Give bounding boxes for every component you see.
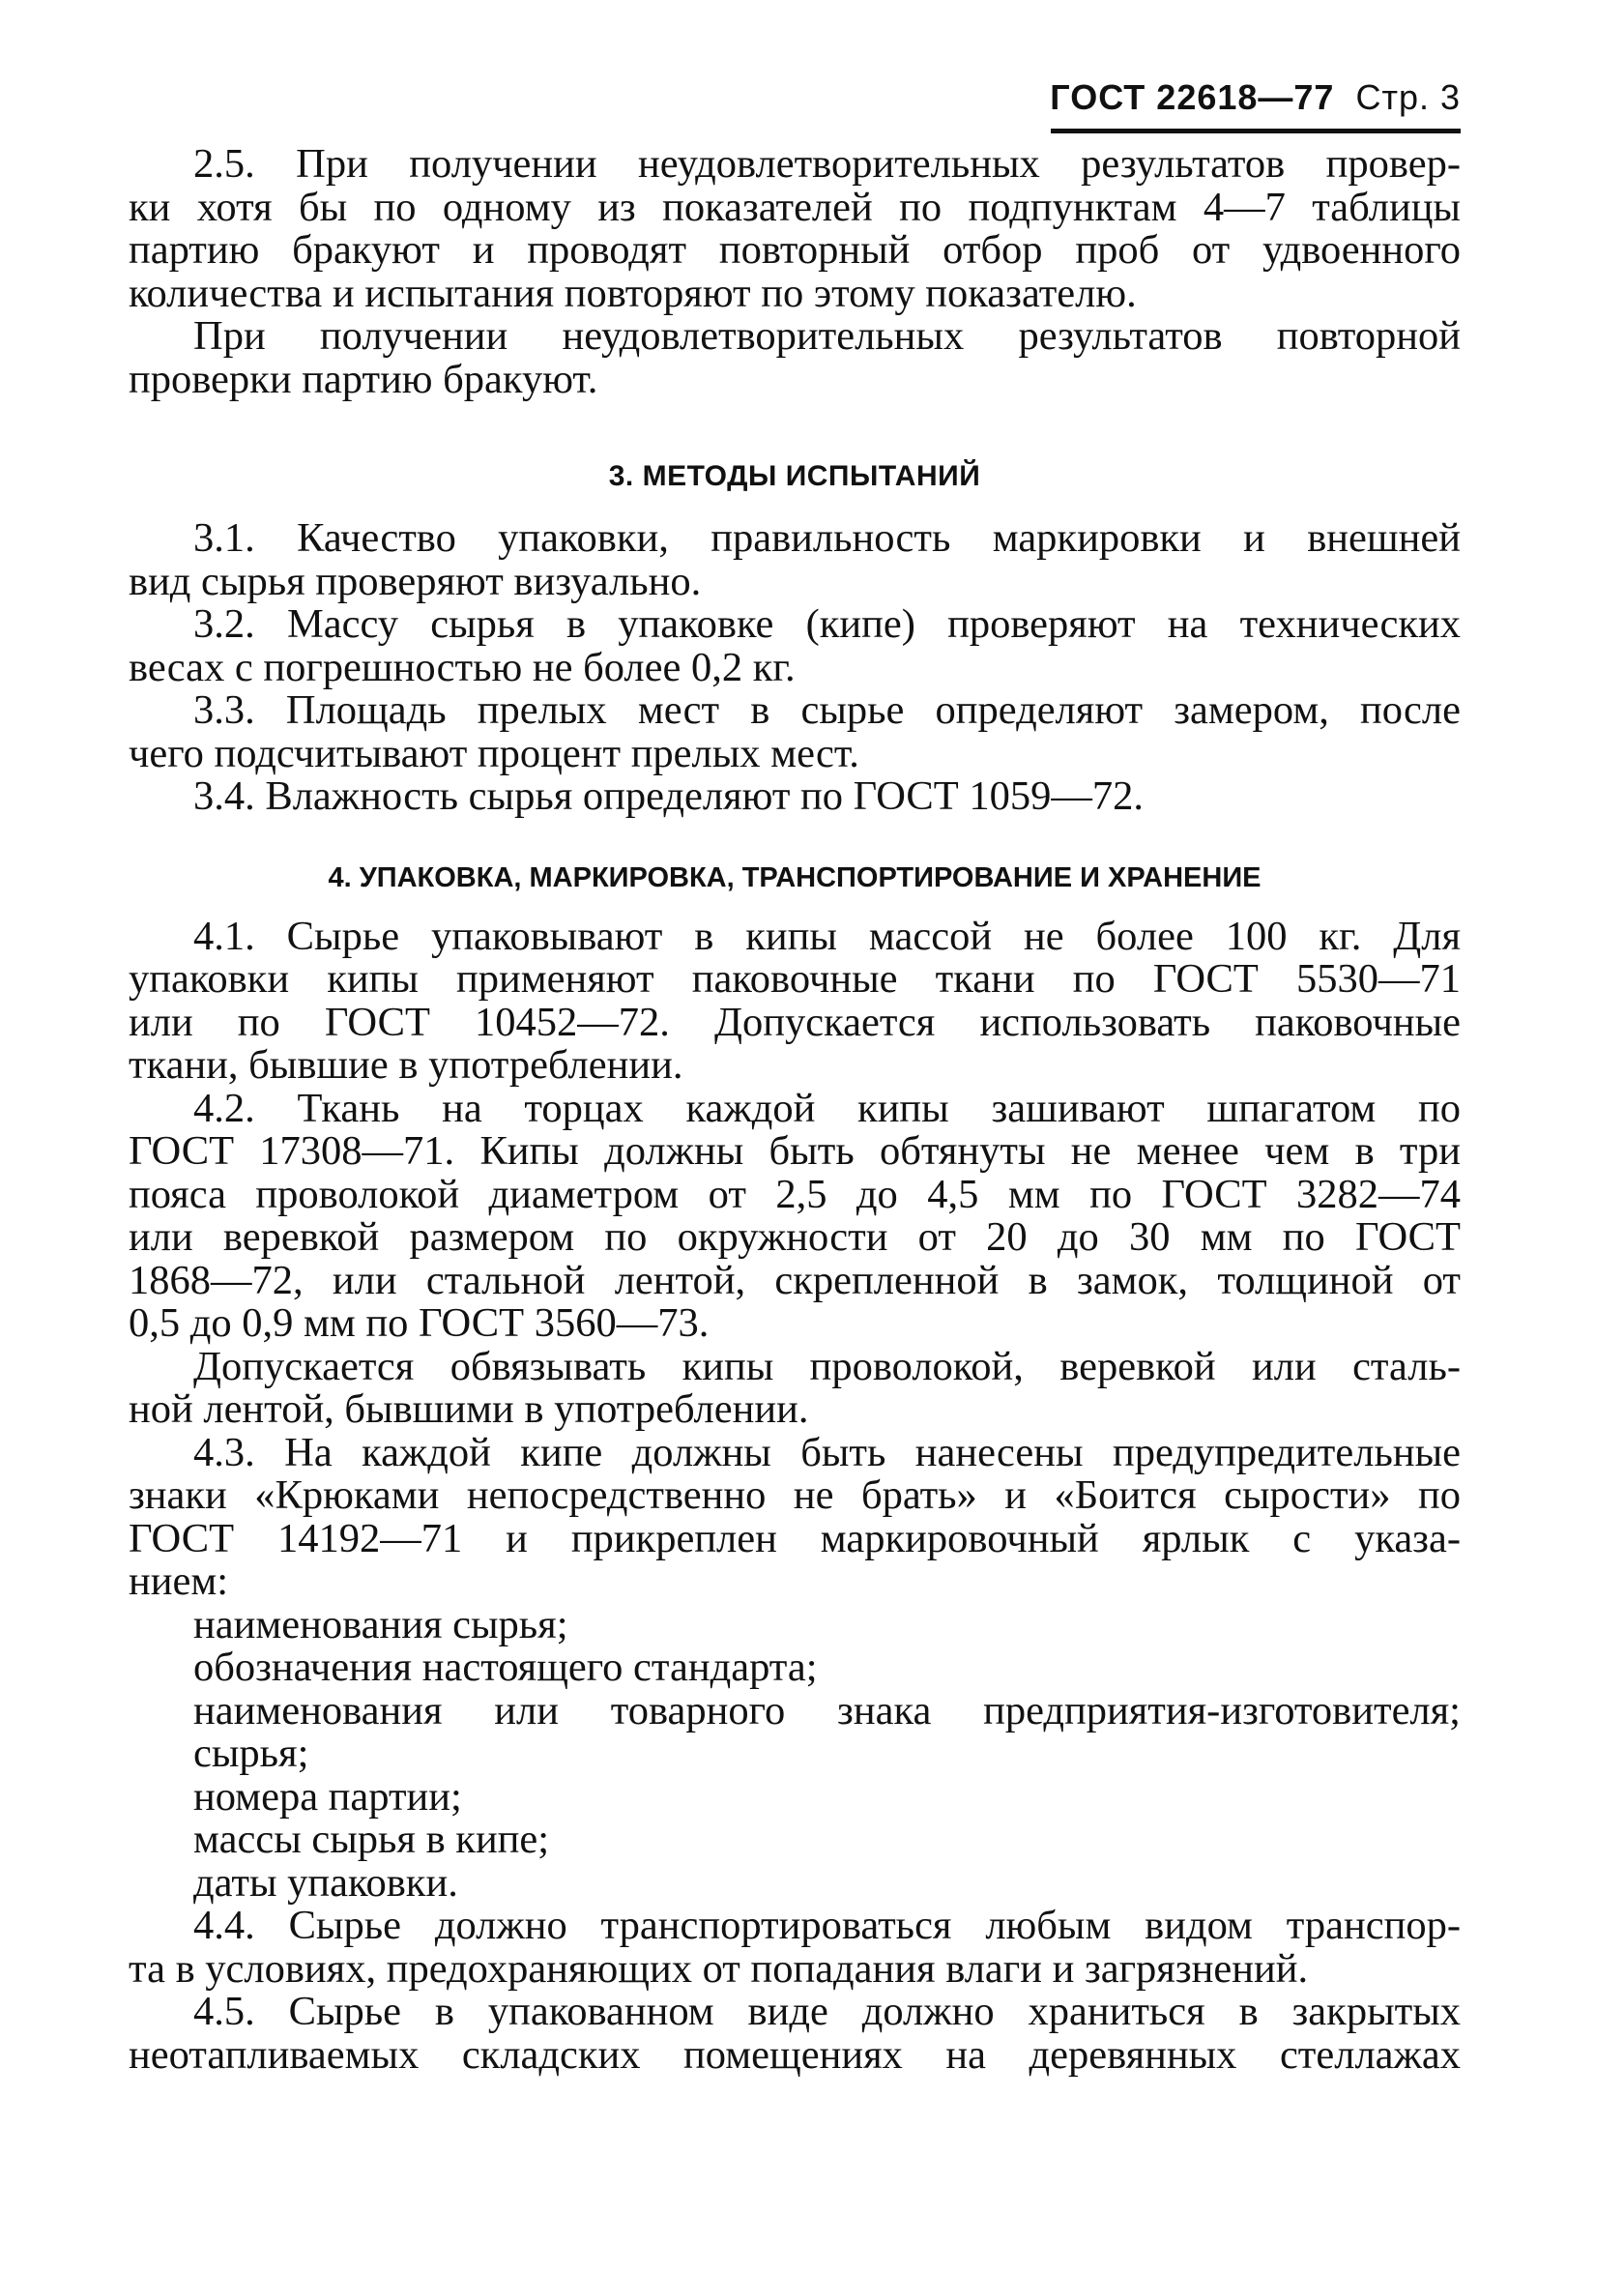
paragraph-3-4 (129, 775, 1461, 819)
text-line: 3.3. Площадь прелых мест в сырье определяют замером, после (193, 687, 1461, 733)
text-line: или по ГОСТ 10452—72. Допускается использовать паковочные (129, 999, 1461, 1045)
paragraph-3-1 (129, 517, 1461, 603)
list-item: номера партии; (193, 1773, 462, 1820)
list-item: сырья; (193, 1731, 309, 1776)
label-contents-list (129, 1601, 1461, 1906)
text-line: 0,5 до 0,9 мм по ГОСТ 3560—73. (129, 1300, 710, 1346)
text-line: 2.5. При получении неудовлетворительных результатов провер- (193, 141, 1461, 187)
standard-number: ГОСТ 22618—77 (1050, 77, 1335, 117)
page-number: Стр. 3 (1355, 77, 1461, 117)
paragraph-2-5-continued (129, 315, 1461, 401)
text-line: Допускается обвязывать кипы проволокой, веревкой или сталь- (193, 1343, 1461, 1389)
text-line: знаки «Крюками непосредственно не брать» и «Боится сырости» по (129, 1472, 1461, 1518)
text-line: вид сырья проверяют визуально. (129, 558, 702, 604)
list-item: наименования сырья; (193, 1601, 568, 1647)
header-text (1050, 77, 1461, 118)
text-line: чего подсчитывают процент прелых мест. (129, 730, 859, 776)
text-line: 4.2. Ткань на торцах каждой кипы зашивают шпагатом по (193, 1085, 1461, 1131)
text-line: 3.4. Влажность сырья определяют по ГОСТ 1059—72. (193, 773, 1144, 819)
text-line: неотапливаемых складских помещениях на деревянных стеллажах (129, 2031, 1461, 2078)
text-line: 4.4. Сырье должно транспортироваться любым видом транспор- (193, 1903, 1461, 1948)
paragraph-4-1 (129, 913, 1461, 1088)
paragraph-3-3 (129, 689, 1461, 775)
text-line: или веревкой размером по окружности от 20 до 30 мм по ГОСТ (129, 1214, 1461, 1260)
list-item: обозначения настоящего стандарта; (193, 1645, 818, 1690)
text-line: партию бракуют и проводят повторный отбор проб от удвоенного (129, 227, 1461, 273)
text-line: количества и испытания повторяют по этому показателю. (129, 270, 1137, 316)
text-line: ной лентой, бывшими в употреблении. (129, 1386, 809, 1432)
text-line: весах с погрешностью не более 0,2 кг. (129, 644, 796, 690)
paragraph-4-2-continued (129, 1343, 1461, 1432)
paragraph-4-5 (129, 1991, 1461, 2077)
list-item: массы сырья в кипе; (193, 1817, 550, 1862)
paragraph-4-4 (129, 1905, 1461, 1991)
text-line: 1868—72, или стальной лентой, скрепленной в замок, толщиной от (129, 1257, 1461, 1303)
text-line: упаковки кипы применяют паковочные ткани по ГОСТ 5530—71 (129, 956, 1461, 1002)
text-line: 3.2. Массу сырья в упаковке (кипе) проверяют на технических (193, 601, 1461, 647)
text-line: пояса проволокой диаметром от 2,5 до 4,5 мм по ГОСТ 3282—74 (129, 1171, 1461, 1217)
header-rule (1051, 129, 1461, 133)
text-line: 4.3. На каждой кипе должны быть нанесены предупредительные (193, 1429, 1461, 1475)
text-line: ткани, бывшие в употреблении. (129, 1042, 683, 1088)
section-4-title: 4. УПАКОВКА, МАРКИРОВКА, ТРАНСПОРТИРОВАНИЕ И ХРАНЕНИЕ (328, 861, 1262, 893)
paragraph-4-3 (129, 1429, 1461, 1604)
text-line: проверки партию бракуют. (129, 356, 598, 402)
section-3-title: 3. МЕТОДЫ ИСПЫТАНИЙ (608, 460, 981, 492)
text-line: ГОСТ 14192—71 и прикреплен маркировочный ярлык с указа- (129, 1515, 1461, 1561)
text-line: та в условиях, предохраняющих от попадания влаги и загрязнений. (129, 1945, 1309, 1992)
paragraph-3-2 (129, 603, 1461, 689)
page-header (129, 68, 1461, 143)
text-line: ки хотя бы по одному из показателей по подпунктам 4—7 таблицы (129, 184, 1461, 230)
text-line: 4.5. Сырье в упакованном виде должно храниться в закрытых (193, 1989, 1461, 2034)
list-item: наименования или товарного знака предприятия-изготовителя; (193, 1687, 1461, 1733)
text-line: нием: (129, 1558, 229, 1604)
text-line: 4.1. Сырье упаковывают в кипы массой не более 100 кг. Для (193, 913, 1461, 959)
paragraph-2-5 (129, 143, 1461, 315)
text-line: ГОСТ 17308—71. Кипы должны быть обтянуты не менее чем в три (129, 1128, 1461, 1174)
paragraph-4-2 (129, 1085, 1461, 1346)
text-line: 3.1. Качество упаковки, правильность маркировки и внешней (193, 515, 1461, 561)
document-page (129, 68, 1461, 2077)
list-item: даты упаковки. (193, 1859, 458, 1906)
text-line: При получении неудовлетворительных результатов повторной (193, 313, 1461, 359)
